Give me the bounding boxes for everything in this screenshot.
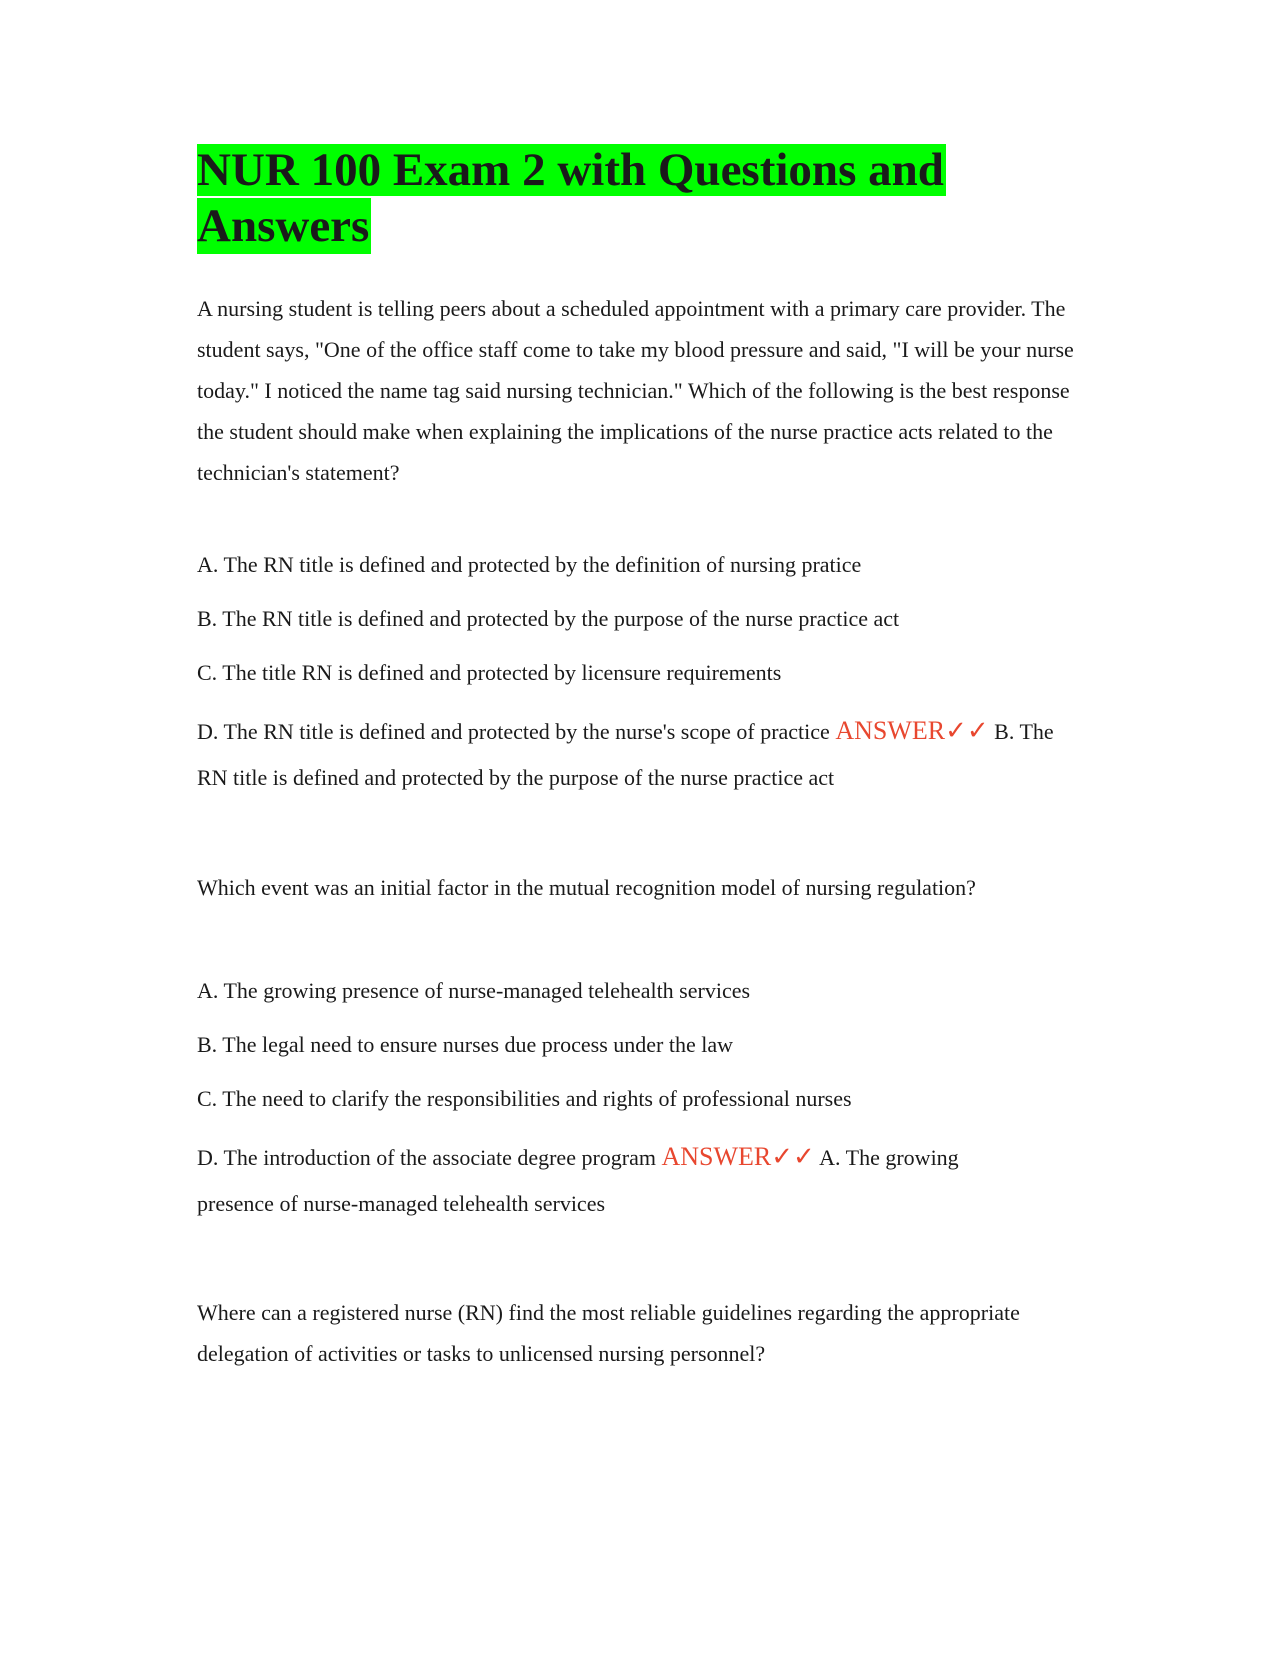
question-2-option-a: A. The growing presence of nurse-managed telehealth services	[197, 978, 751, 1003]
answer-marker: ANSWER✓✓	[661, 1142, 815, 1171]
question-2-option-d-with-answer	[197, 1134, 1027, 1227]
question-2-text: Which event was an initial factor in the mutual recognition model of nursing regulation?	[197, 875, 976, 900]
question-2-answer: A. The growing presence of nurse-managed telehealth services	[197, 1145, 959, 1216]
question-1-answer: B. The RN title is defined and protected by the purpose of the nurse practice act	[197, 719, 1054, 790]
question-1-text: A nursing student is telling peers about a scheduled appointment with a primary care provider. The student says, "One of the office staff come to take my blood pressure and said, "I will be your nurse today." I noticed the name tag said nursing technician." Which of the following is the best response the student should make when explaining the implications of the nurse practice acts related to the technician's statement?	[197, 296, 1074, 485]
question-1-option-d: D. The RN title is defined and protected by the nurse's scope of practice	[197, 719, 830, 744]
question-1-option-a: A. The RN title is defined and protected by the definition of nursing pratice	[197, 552, 862, 577]
question-1-option-d-with-answer	[197, 708, 1087, 801]
question-2-option-b: B. The legal need to ensure nurses due process under the law	[197, 1032, 733, 1057]
document-title-line-2: Answers	[197, 200, 370, 252]
question-2-option-c: C. The need to clarify the responsibilities and rights of professional nurses	[197, 1086, 852, 1111]
document-title	[197, 142, 1097, 254]
question-3-text: Where can a registered nurse (RN) find the most reliable guidelines regarding the appropriate delegation of activities or tasks to unlicensed nursing personnel?	[197, 1300, 1020, 1366]
document-title-line-1: NUR 100 Exam 2 with Questions and	[197, 144, 944, 196]
document-page	[197, 142, 1097, 1366]
answer-marker: ANSWER✓✓	[835, 716, 989, 745]
question-1-option-b: B. The RN title is defined and protected by the purpose of the nurse practice act	[197, 606, 900, 631]
question-2-option-d: D. The introduction of the associate degree program	[197, 1145, 656, 1170]
question-1-option-c: C. The title RN is defined and protected by licensure requirements	[197, 660, 782, 685]
